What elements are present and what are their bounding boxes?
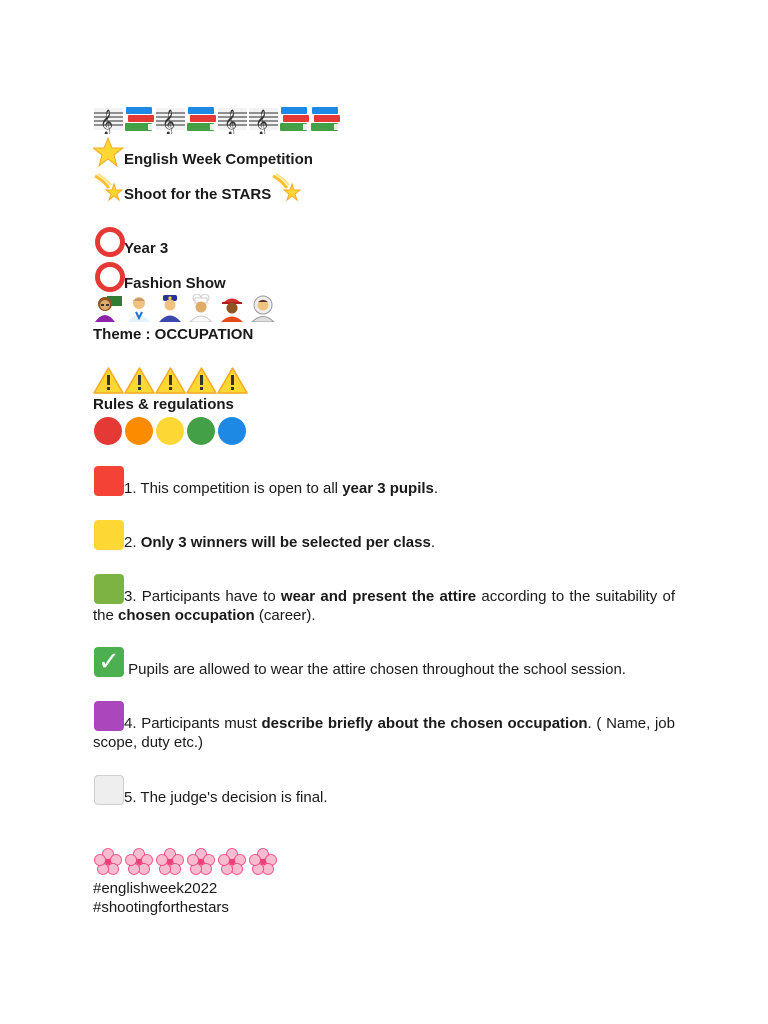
red-circle-ring-icon (93, 226, 124, 256)
red-circle-icon (93, 416, 124, 446)
treble-clef-icon (217, 104, 248, 134)
yellow-square-icon (93, 520, 124, 550)
cherry-blossom-icon (248, 848, 279, 876)
title-line (93, 137, 675, 167)
treble-clef-icon (248, 104, 279, 134)
warning-icon (93, 366, 124, 394)
cherry-blossom-icon (186, 848, 217, 876)
year-line (93, 226, 675, 256)
books-icon (279, 104, 310, 134)
page-title: English Week Competition (124, 151, 313, 168)
occupation-emoji-row (93, 294, 675, 322)
teacher-icon (93, 294, 124, 322)
hashtag-1: #englishweek2022 (93, 880, 218, 897)
warning-icon (217, 366, 248, 394)
blue-circle-icon (217, 416, 248, 446)
yellow-circle-icon (155, 416, 186, 446)
hashtag-2: #shootingforthestars (93, 899, 229, 916)
books-icon (124, 104, 155, 134)
cherry-blossom-icon (93, 848, 124, 876)
rule-2: 2. Only 3 winners will be selected per class. (93, 520, 675, 552)
warning-icon (186, 366, 217, 394)
page-subtitle: Shoot for the STARS (124, 186, 272, 203)
svg-text:𝄞: 𝄞 (255, 110, 269, 134)
svg-text:𝄞: 𝄞 (162, 110, 176, 134)
event-year: Year 3 (124, 240, 169, 257)
orange-circle-icon (124, 416, 155, 446)
books-icon (310, 104, 341, 134)
subtitle-line (93, 172, 675, 202)
green-square-icon (93, 574, 124, 604)
chef-icon (186, 294, 217, 322)
header-icon-row (93, 104, 675, 134)
rule-4: 4. Participants must describe briefly about the chosen occupation. ( Name, job scope, duty etc.) (93, 701, 675, 752)
green-circle-icon (186, 416, 217, 446)
warning-icon (124, 366, 155, 394)
star-icon (93, 137, 124, 167)
health-worker-icon (124, 294, 155, 322)
warning-icon (155, 366, 186, 394)
event-name-line (93, 261, 675, 291)
rule-1: 1. This competition is open to all year 3 pupils. (93, 466, 675, 498)
rule-5: 5. The judge's decision is final. (93, 775, 675, 807)
books-icon (186, 104, 217, 134)
rules-heading: Rules & regulations (93, 396, 234, 413)
colored-dots-row (93, 416, 675, 446)
warning-icon-row (93, 366, 675, 394)
firefighter-icon (217, 294, 248, 322)
treble-clef-icon (93, 104, 124, 134)
purple-square-icon (93, 701, 124, 731)
red-square-icon (93, 466, 124, 496)
red-circle-ring-icon (93, 261, 124, 291)
event-name: Fashion Show (124, 275, 226, 292)
police-officer-icon (155, 294, 186, 322)
cherry-blossom-icon (217, 848, 248, 876)
white-square-icon (93, 775, 124, 805)
flower-row (93, 848, 675, 876)
attire-note: ✓ Pupils are allowed to wear the attire chosen throughout the school session. (93, 647, 675, 679)
astronaut-icon (248, 294, 279, 322)
cherry-blossom-icon (124, 848, 155, 876)
cherry-blossom-icon (155, 848, 186, 876)
rule-3: 3. Participants have to wear and present the attire according to the suitability of the chosen occupation (career). (93, 574, 675, 625)
check-mark-icon: ✓ (93, 647, 124, 677)
shooting-star-icon (93, 172, 124, 202)
svg-text:𝄞: 𝄞 (224, 110, 238, 134)
svg-text:𝄞: 𝄞 (100, 110, 114, 134)
shooting-star-icon (271, 172, 302, 202)
treble-clef-icon (155, 104, 186, 134)
event-theme: Theme : OCCUPATION (93, 326, 254, 343)
